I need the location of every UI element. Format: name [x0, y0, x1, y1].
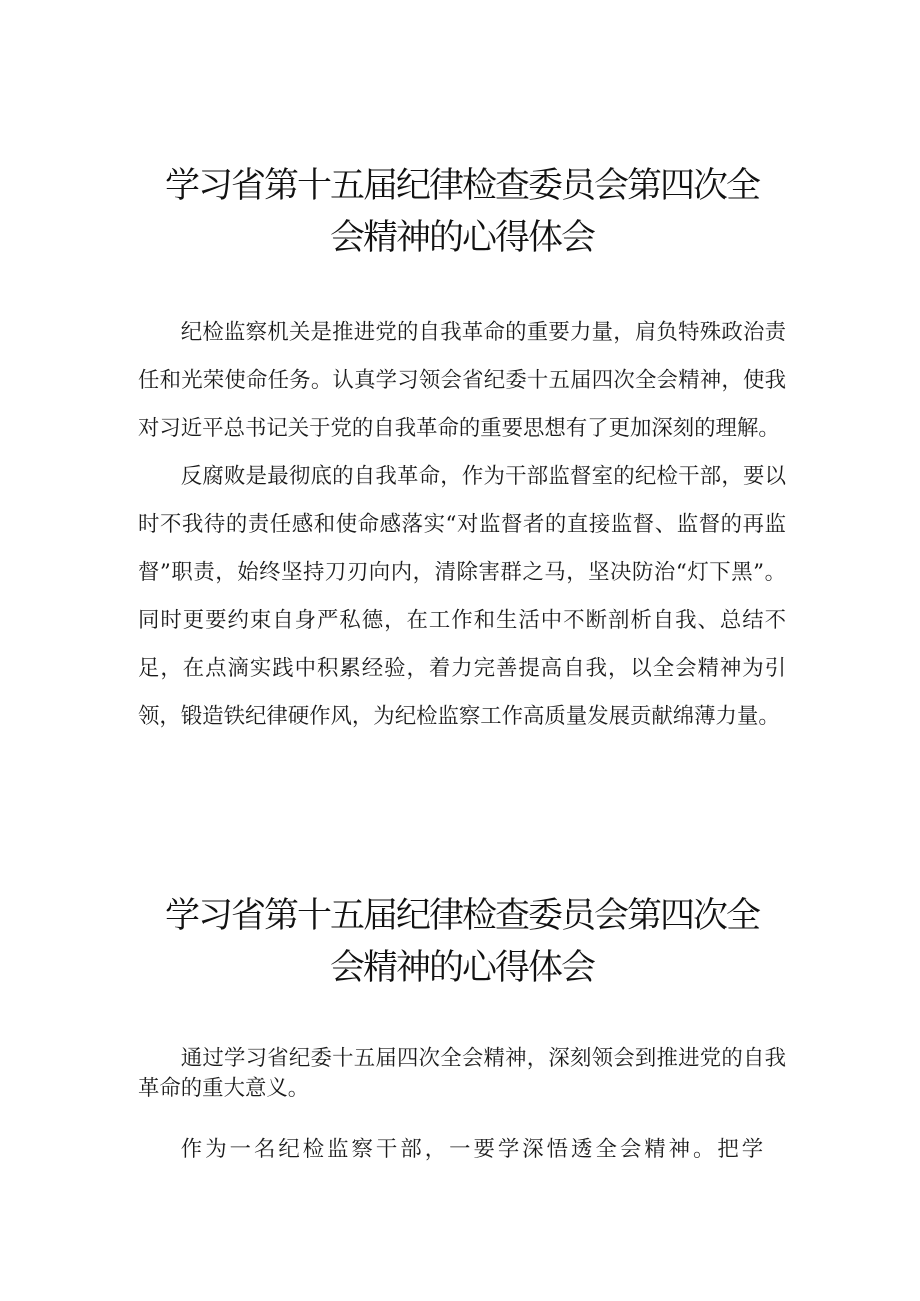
- paragraph-1: 通过学习省纪委十五届四次全会精神，深刻领会到推进党的自我革命的重大意义。: [138, 1046, 786, 1101]
- paragraph-2: 作为一名纪检监察干部，一要学深悟透全会精神。把学: [180, 1137, 767, 1162]
- article-title: [138, 890, 786, 994]
- title-line-2: 会精神的心得体会: [329, 948, 594, 988]
- paragraph-1: 纪检监察机关是推进党的自我革命的重要力量，肩负特殊政治责任和光荣使命任务。认真学习领会省纪委十五届四次全会精神，使我对习近平总书记关于党的自我革命的重要思想有了更加深刻的理解。: [138, 320, 786, 441]
- title-line-2: 会精神的心得体会: [329, 218, 594, 258]
- title-line-1: 学习省第十五届纪律检查委员会第四次全: [164, 896, 759, 936]
- article-1: [138, 160, 786, 741]
- paragraph-2: 反腐败是最彻底的自我革命，作为干部监督室的纪检干部，要以时不我待的责任感和使命感落实“对监督者的直接监督、监督的再监督”职责，始终坚持刀刃向内，清除害群之马，坚决防治“灯下黑”。同时更要约束自身严私德，在工作和生活中不断剖析自我、总结不足，在点滴实践中积累经验，着力完善提高自我，以全会精神为引领，锻造铁纪律硬作风，为纪检监察工作高质量发展贡献绵薄力量。: [138, 464, 786, 729]
- title-line-1: 学习省第十五届纪律检查委员会第四次全: [164, 166, 759, 206]
- article-title: [138, 160, 786, 264]
- article-2: [138, 890, 786, 1174]
